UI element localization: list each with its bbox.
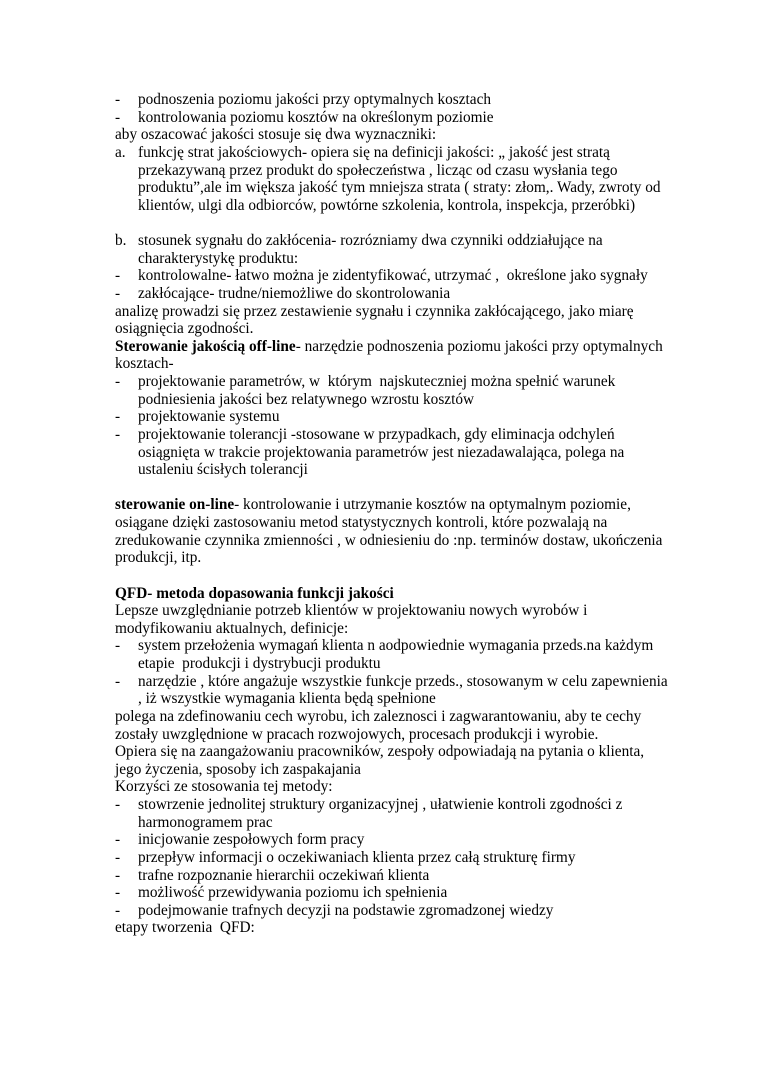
text-line: polega na zdefinowaniu cech wyrobu, ich zaleznosci i zagwarantowaniu, aby te cechy <box>115 707 642 725</box>
bullet-marker: - <box>115 848 121 866</box>
determinant-b-text <box>138 232 735 267</box>
bullet-marker: - <box>115 425 121 443</box>
offline-bullet <box>115 408 735 426</box>
bullet-text <box>138 831 735 849</box>
text-line: kosztach- <box>115 355 174 373</box>
offline-first-line <box>115 338 735 356</box>
bullet-marker: - <box>115 831 121 849</box>
qfd-stages-heading: etapy tworzenia QFD: <box>115 919 255 937</box>
list-marker: a. <box>115 143 126 161</box>
blank-line <box>115 214 735 232</box>
bullet-text <box>138 673 735 708</box>
text-line: Lepsze uwzględnianie potrzeb klientów w projektowaniu nowych wyrobów i <box>115 602 588 620</box>
text-line: stosunek sygnału do zakłócenia- rozrózniamy dwa czynniki oddziałujące na <box>138 232 603 249</box>
text-line: zredukowanie czynnika zmienności , w odniesieniu do :np. terminów dostaw, ukończenia <box>115 531 663 549</box>
qfd-benefit-bullet <box>115 831 735 849</box>
determinant-a-text <box>138 144 735 215</box>
bullet-text-line: podniesienia jakości bez relatywnego wzrostu kosztów <box>138 390 475 408</box>
text-line: jego życzenia, sposoby ich zaspakajania <box>115 760 361 778</box>
bullet-marker: - <box>115 408 121 426</box>
qfd-benefit-bullet <box>115 884 735 902</box>
bullet-marker: - <box>115 91 121 108</box>
bullet-text <box>138 902 735 920</box>
bullet-text-line: etapie produkcji i dystrybucji produktu <box>138 655 381 672</box>
offline-bullet <box>115 373 735 408</box>
bullet-marker: - <box>115 373 121 390</box>
bullet-text-line: inicjowanie zespołowych form pracy <box>138 831 365 849</box>
bullet-text-line: stowrzenie jednolitej struktury organizacyjnej , ułatwienie kontroli zgodności z <box>138 796 623 813</box>
bullet-text-line: kontrolowania poziomu kosztów na określonym poziomie <box>138 108 494 126</box>
online-term: sterowanie on-line <box>115 496 235 514</box>
qfd-heading: QFD- metoda dopasowania funkcji jakości <box>115 584 394 602</box>
bullet-text-line: narzędzie , które angażuje wszystkie funkcje przeds., stosowanym w celu zapewnienia <box>138 672 668 690</box>
factor-bullet <box>115 267 735 285</box>
bullet-marker: - <box>115 284 121 302</box>
determinant-a <box>115 144 735 215</box>
bullet-marker: - <box>115 637 121 655</box>
bullet-text <box>138 109 735 127</box>
text-line: klientów, ulgi dla odbiorców, powtórne szkolenia, kontrola, inspekcja, przeróbki) <box>138 196 636 214</box>
qfd-benefit-bullet <box>115 849 735 867</box>
bullet-text-line: harmonogramem prac <box>138 813 273 831</box>
blank-line <box>115 479 735 497</box>
bullet-text <box>138 637 735 672</box>
bullet-marker: - <box>115 866 121 884</box>
qfd-intro-paragraph <box>115 602 735 637</box>
text-line: produkcji, itp. <box>115 549 202 567</box>
determinants-intro: aby oszacować jakości stosuje się dwa wyznaczniki: <box>115 126 437 144</box>
bullet-text-line: projektowanie systemu <box>138 408 280 426</box>
bullet-text <box>138 867 735 885</box>
bullet-marker: - <box>115 108 121 126</box>
qfd-engagement-paragraph <box>115 743 735 778</box>
qfd-benefit-bullet <box>115 867 735 885</box>
qfd-benefits-heading: Korzyści ze stosowania tej metody: <box>115 778 333 796</box>
bullet-text-line: osiągnięta w trakcie projektowania parametrów jest niezadawalająca, polega na <box>138 443 625 461</box>
bullet-text-line: podnoszenia poziomu jakości przy optymalnych kosztach <box>138 91 492 108</box>
qfd-benefit-bullet <box>115 902 735 920</box>
bullet-text-line: projektowanie tolerancji -stosowane w przypadkach, gdy eliminacja odchyleń <box>138 425 615 443</box>
bullet-text <box>138 426 735 479</box>
offline-paragraph <box>115 338 735 373</box>
intro-bullet <box>115 109 735 127</box>
bullet-text <box>138 285 735 303</box>
qfd-definition-bullet <box>115 673 735 708</box>
text-line: osiągnięcia zgodności. <box>115 320 254 338</box>
text-line: produktu”,ale im większa jakość tym mniejsza strata ( straty: złom,. Wady, zwroty od <box>138 179 661 197</box>
bullet-text <box>138 849 735 867</box>
text-line: osiągane dzięki zastosowaniu metod statystycznych kontroli, które pozwalają na <box>115 514 608 531</box>
bullet-marker: - <box>115 796 121 813</box>
bullet-text <box>138 796 735 831</box>
bullet-marker: - <box>115 884 121 902</box>
qfd-description-paragraph <box>115 708 735 743</box>
online-first-line <box>115 496 735 514</box>
bullet-marker: - <box>115 672 121 690</box>
bullet-text <box>138 373 735 408</box>
online-paragraph <box>115 496 735 567</box>
bullet-text-line: przepływ informacji o oczekiwaniach klienta przez całą strukturę firmy <box>138 848 576 866</box>
text-line: przekazywaną przez produkt do społeczeństwa , licząc od czasu wysłania tego <box>138 161 618 179</box>
bullet-text-line: system przełożenia wymagań klienta n aodpowiednie wymagania przeds.na każdym <box>138 637 654 655</box>
document-body <box>115 91 735 937</box>
determinant-b <box>115 232 735 267</box>
qfd-definition-bullet <box>115 637 735 672</box>
bullet-text-line: trafne rozpoznanie hierarchii oczekiwań klienta <box>138 866 430 884</box>
list-marker: b. <box>115 232 127 249</box>
factor-bullet <box>115 285 735 303</box>
bullet-text <box>138 408 735 426</box>
offline-bullet <box>115 426 735 479</box>
text-line: funkcję strat jakościowych- opiera się na definicji jakości: „ jakość jest stratą <box>138 143 610 161</box>
text-line: Opiera się na zaangażowaniu pracowników, zespoły odpowiadają na pytania o klienta, <box>115 743 645 761</box>
offline-definition-text: - narzędzie podnoszenia poziomu jakości przy optymalnych <box>295 337 663 355</box>
offline-term: Sterowanie jakością off-line <box>115 337 296 355</box>
analysis-paragraph <box>115 303 735 338</box>
bullet-text <box>138 267 735 285</box>
bullet-marker: - <box>115 901 121 919</box>
bullet-text-line: , iż wszystkie wymagania klienta będą spełnione <box>138 690 436 708</box>
bullet-text-line: podejmowanie trafnych decyzji na podstawie zgromadzonej wiedzy <box>138 901 554 919</box>
text-line: zostały uwzględnione w pracach rozwojowych, procesach produkcji i wyrobie. <box>115 725 599 743</box>
qfd-section <box>115 585 735 938</box>
bullet-text-line: zakłócające- trudne/niemożliwe do skontrolowania <box>138 284 451 302</box>
qfd-benefit-bullet <box>115 796 735 831</box>
bullet-text <box>138 91 735 109</box>
bullet-text <box>138 884 735 902</box>
text-line: analizę prowadzi się przez zestawienie sygnału i czynnika zakłócającego, jako miarę <box>115 302 634 320</box>
bullet-text-line: kontrolowalne- łatwo można je zidentyfikować, utrzymać , określone jako sygnały <box>138 267 648 285</box>
bullet-text-line: ustaleniu ścisłych tolerancji <box>138 461 308 479</box>
bullet-text-line: projektowanie parametrów, w którym najskuteczniej można spełnić warunek <box>138 373 616 390</box>
bullet-marker: - <box>115 267 121 285</box>
blank-line <box>115 567 735 585</box>
intro-bullet <box>115 91 735 109</box>
text-line: modyfikowaniu aktualnych, definicje: <box>115 619 349 637</box>
bullet-text-line: możliwość przewidywania poziomu ich spełnienia <box>138 884 448 902</box>
text-line: charakterystykę produktu: <box>138 249 299 267</box>
online-definition-text: - kontrolowanie i utrzymanie kosztów na optymalnym poziomie, <box>234 496 631 514</box>
